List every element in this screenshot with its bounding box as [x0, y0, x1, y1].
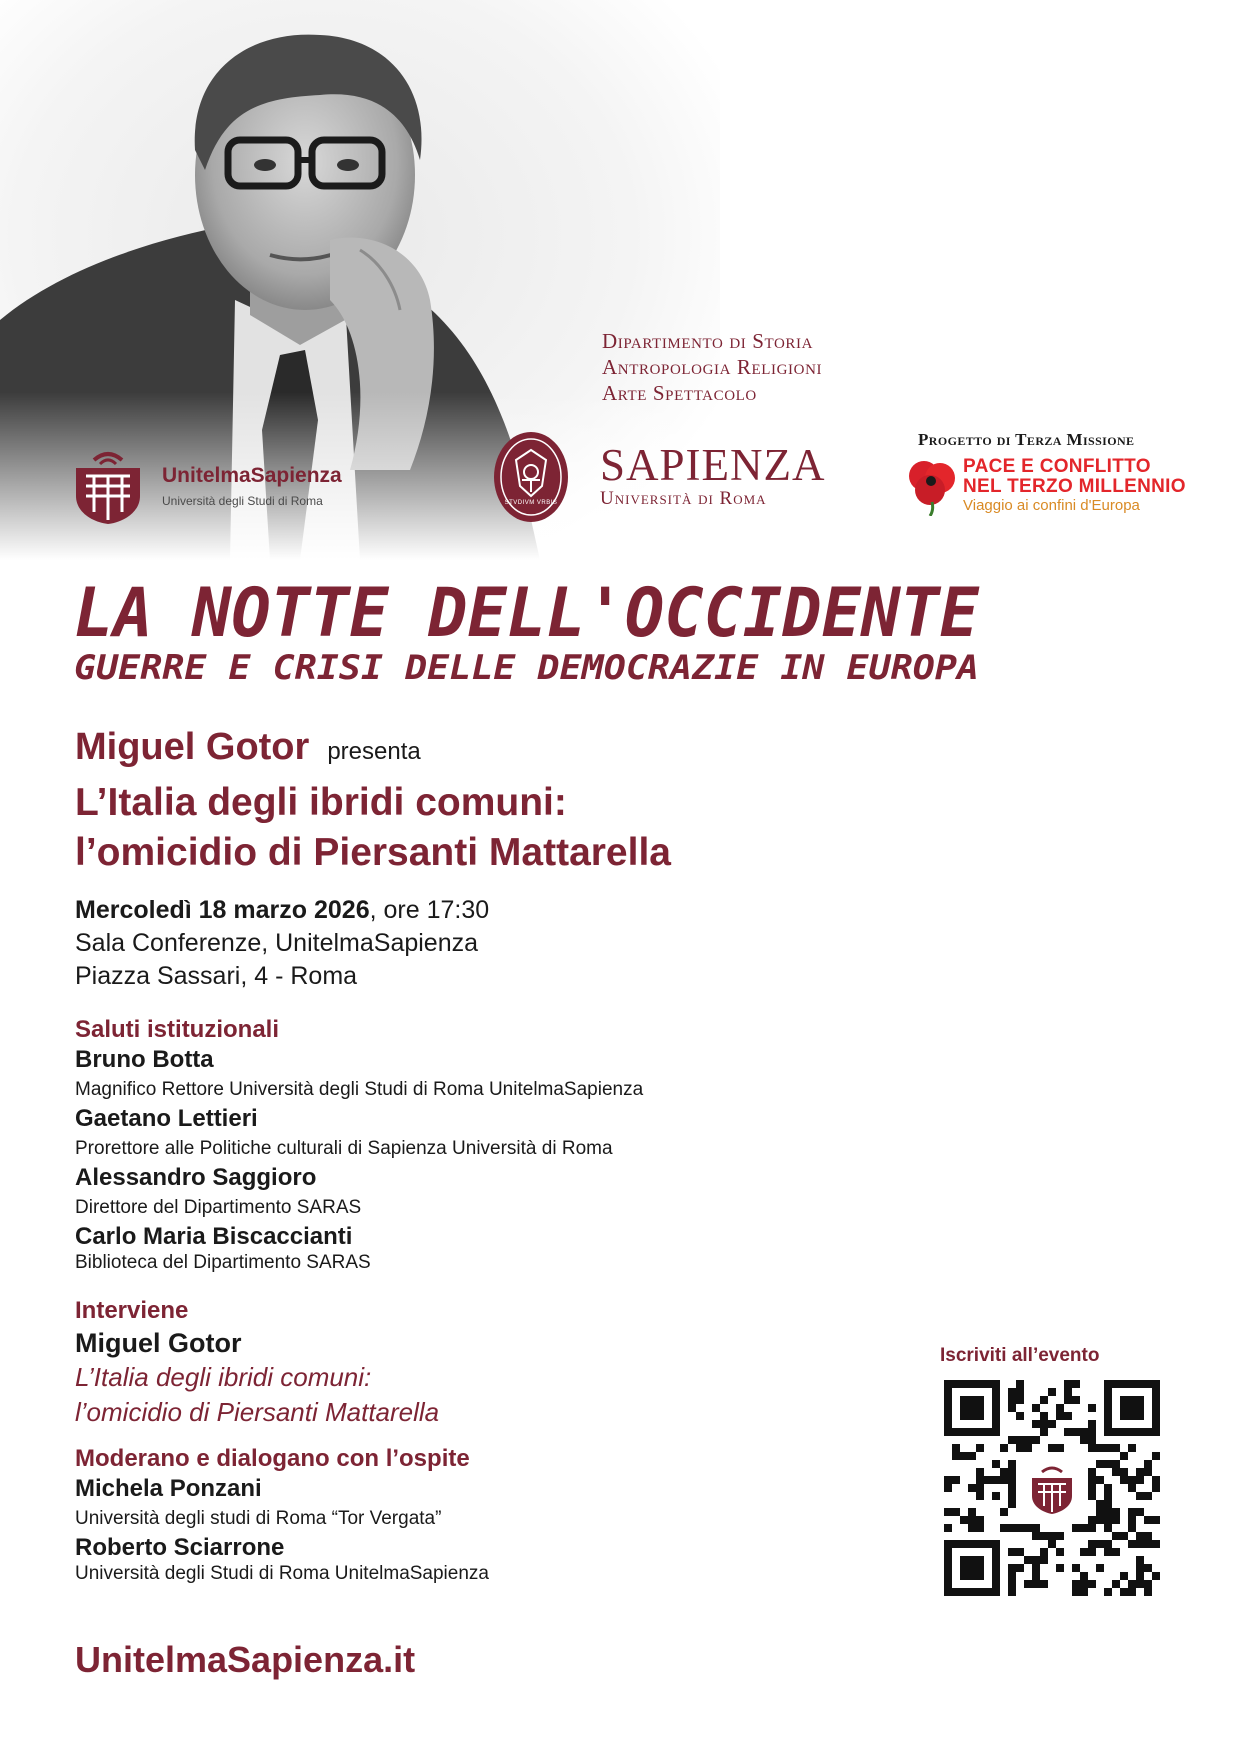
book-title-line: L’Italia degli ibridi comuni: — [75, 781, 567, 824]
sapienza-logo — [600, 442, 826, 510]
qr-finder-pattern — [948, 1384, 996, 1432]
event-venue: Sala Conferenze, UnitelmaSapienza — [75, 929, 479, 957]
event-title-main: LA NOTTE DELL'OCCIDENTE — [74, 578, 981, 653]
qr-finder-pattern — [948, 1544, 996, 1592]
website-link[interactable]: UnitelmaSapienza.it — [75, 1639, 416, 1680]
moderator-role: Università degli studi di Roma “Tor Vergata” — [75, 1508, 442, 1529]
speaker-name: Miguel Gotor — [75, 1328, 242, 1358]
department-line: Arte Spettacolo — [602, 381, 757, 405]
sapienza-subtitle: Università di Roma — [600, 488, 767, 509]
greeting-person-name: Alessandro Saggioro — [75, 1164, 317, 1191]
qr-finder-pattern — [1108, 1384, 1156, 1432]
speaker-talk-line: l’omicidio di Piersanti Mattarella — [75, 1397, 440, 1427]
project-subtitle: Viaggio ai confini d'Europa — [963, 497, 1140, 514]
event-schedule — [75, 894, 489, 993]
project-heading: Progetto di Terza Missione — [918, 430, 1135, 449]
unitelma-logo — [72, 446, 342, 526]
book-title-line: l’omicidio di Piersanti Mattarella — [75, 831, 671, 874]
greeting-person-name: Bruno Botta — [75, 1046, 214, 1073]
project-title-line: NEL TERZO MILLENNIO — [963, 476, 1186, 497]
greetings-label: Saluti istituzionali — [75, 1016, 280, 1043]
moderators-label: Moderano e dialogano con l’ospite — [75, 1445, 470, 1472]
program — [75, 1015, 835, 1585]
department-name — [602, 328, 822, 406]
event-address: Piazza Sassari, 4 - Roma — [75, 962, 358, 990]
department-line: Dipartimento di Storia — [602, 329, 814, 353]
event-title-sub: GUERRE E CRISI DELLE DEMOCRAZIE IN EUROPA — [74, 648, 980, 688]
qr-center-emblem-icon — [1024, 1460, 1080, 1516]
project-title — [963, 457, 1186, 497]
moderator-name: Roberto Sciarrone — [75, 1534, 285, 1561]
event-title — [74, 578, 994, 693]
project-title-line: PACE E CONFLITTO — [963, 456, 1151, 477]
speaker-talk-line: L’Italia degli ibridi comuni: — [75, 1362, 372, 1392]
presenter-verb: presenta — [327, 738, 421, 765]
poppy-icon — [904, 456, 960, 521]
department-line: Antropologia Religioni — [602, 355, 823, 379]
event-date: Mercoledì 18 marzo 2026 — [75, 896, 370, 924]
presenter-name: Miguel Gotor — [75, 726, 310, 768]
unitelma-name: UnitelmaSapienza — [162, 464, 342, 487]
sapienza-name: SAPIENZA — [600, 440, 826, 490]
seal-text: STVDIVM VRBIS — [504, 500, 558, 506]
greeting-person-role: Magnifico Rettore Università degli Studi di Roma UnitelmaSapienza — [75, 1079, 644, 1100]
registration-qr-code[interactable] — [944, 1380, 1160, 1601]
speaker-label: Interviene — [75, 1297, 189, 1324]
greeting-person-name: Gaetano Lettieri — [75, 1105, 258, 1132]
moderator-role: Università degli Studi di Roma UnitelmaSapienza — [75, 1563, 489, 1584]
unitelma-emblem-icon — [72, 446, 144, 526]
moderator-name: Michela Ponzani — [75, 1475, 262, 1502]
greeting-person-name: Carlo Maria Biscaccianti — [75, 1223, 353, 1250]
presenter-line — [75, 726, 421, 769]
sapienza-seal-icon — [492, 430, 570, 529]
greeting-person-role: Prorettore alle Politiche culturali di Sapienza Università di Roma — [75, 1138, 613, 1159]
unitelma-subtitle: Università degli Studi di Roma — [162, 494, 323, 508]
qr-label: Iscriviti all’evento — [940, 1345, 1100, 1366]
greeting-person-role: Direttore del Dipartimento SARAS — [75, 1197, 362, 1218]
book-title — [75, 778, 671, 878]
event-time: , ore 17:30 — [369, 896, 490, 924]
greeting-person-role: Biblioteca del Dipartimento SARAS — [75, 1252, 371, 1273]
